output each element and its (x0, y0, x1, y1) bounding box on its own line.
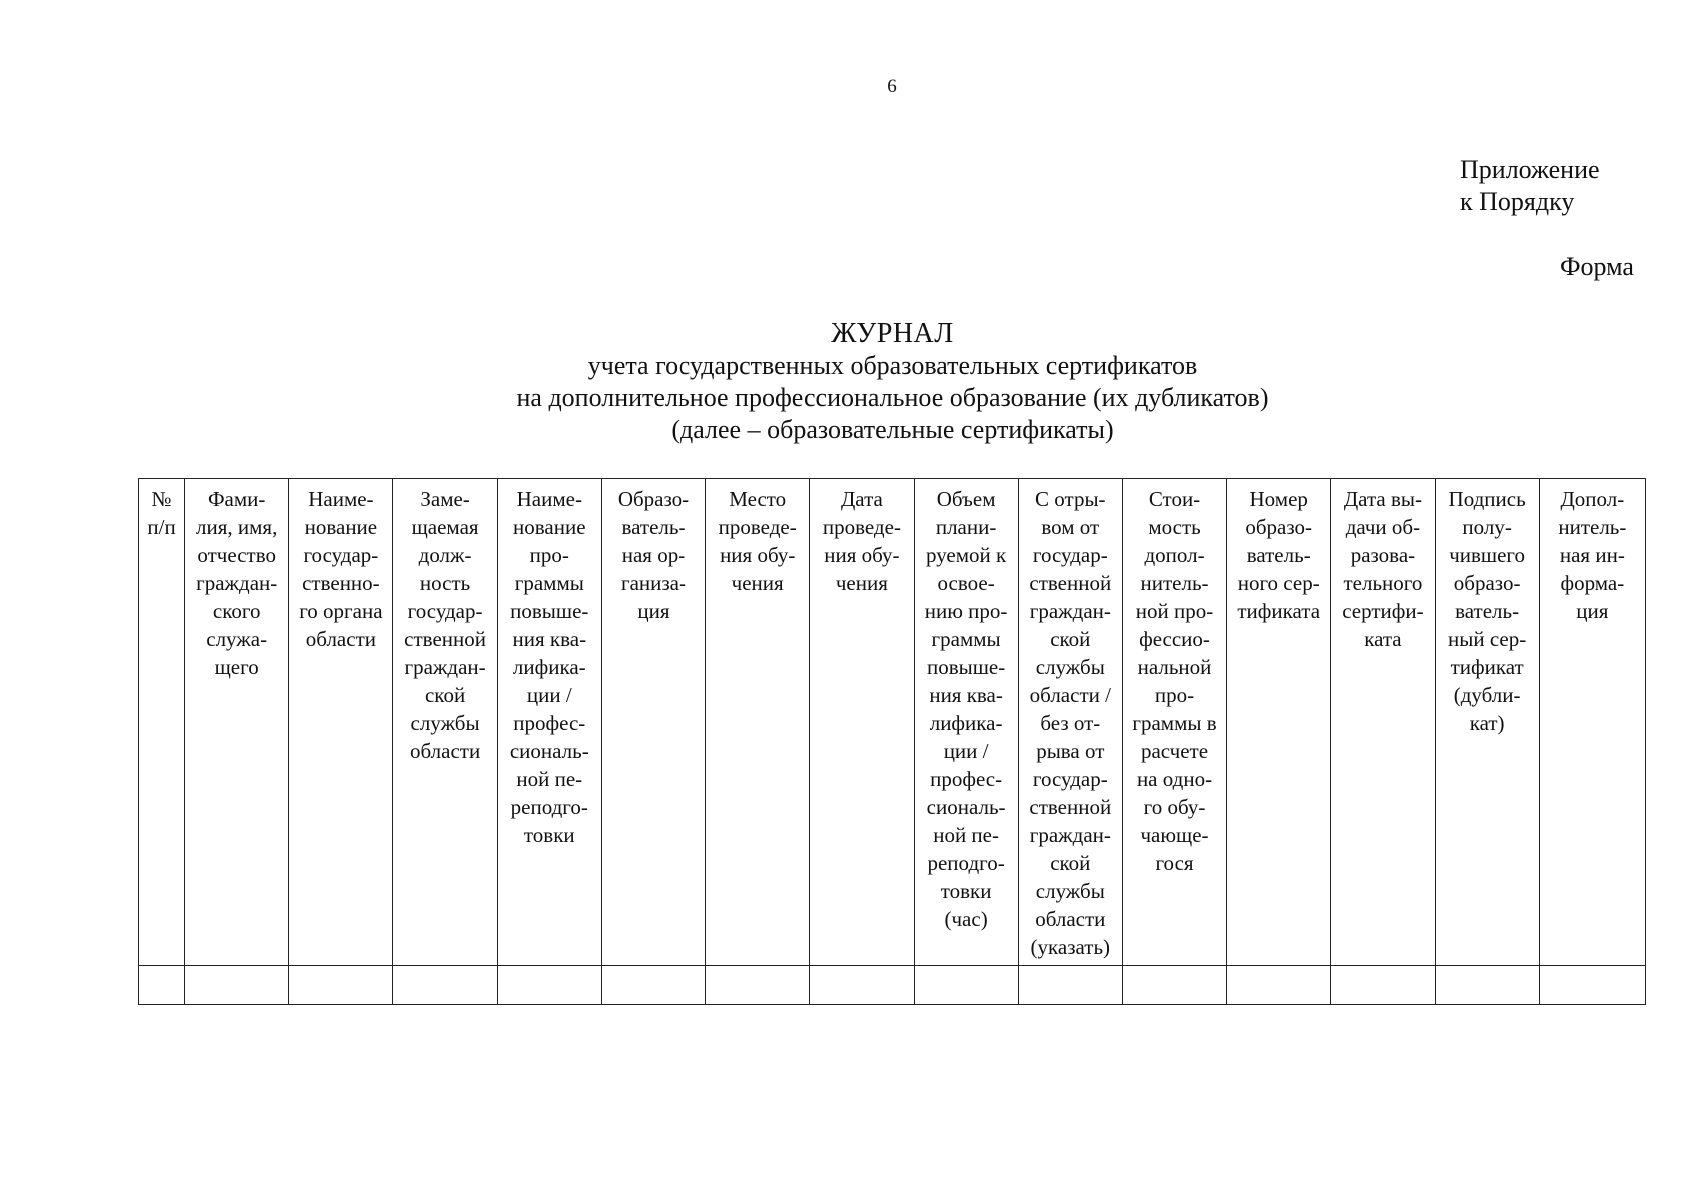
table-cell (393, 966, 497, 1005)
appendix-line-2: к Порядку (1460, 187, 1575, 216)
title-line-3: (далее – образовательные сертификаты) (671, 415, 1114, 444)
column-header-program-name: Наиме- нование про- граммы повыше- ния ква- лифика- ции / профес- сиональ- ной пе- реподго- товки (497, 479, 601, 966)
title-line-1: учета государственных образовательных сертификатов (587, 351, 1198, 380)
table-cell (1122, 966, 1226, 1005)
table-cell (914, 966, 1018, 1005)
table-cell (185, 966, 289, 1005)
table-cell (289, 966, 393, 1005)
appendix-line-1: Приложение (1460, 155, 1600, 184)
appendix-note (1460, 154, 1600, 218)
column-header-certificate-number: Номер образо- ватель- ного сер- тификата (1227, 479, 1331, 966)
table-cell (810, 966, 914, 1005)
table-cell (1227, 966, 1331, 1005)
table-cell (1018, 966, 1122, 1005)
column-header-additional-info: Допол- нитель- ная ин- форма- ция (1539, 479, 1645, 966)
title-line-2: на дополнительное профессиональное образование (их дубликатов) (516, 383, 1269, 412)
table-cell (139, 966, 185, 1005)
column-header-educational-organization: Образо- ватель- ная ор- ганиза- ция (601, 479, 705, 966)
title-heading: ЖУРНАЛ (831, 318, 954, 349)
table-cell (1331, 966, 1435, 1005)
journal-table (138, 478, 1646, 1005)
column-header-full-name: Фами- лия, имя, отчество граждан- ского служа- щего (185, 479, 289, 966)
table-cell (497, 966, 601, 1005)
column-header-study-mode: С отры- вом от государ- ственной граждан- ской службы области / без от- рыва от государ- ственной граждан- ской службы области (указать) (1018, 479, 1122, 966)
table-cell (1539, 966, 1645, 1005)
form-label: Форма (1560, 252, 1634, 281)
table-cell (1435, 966, 1539, 1005)
table-cell (706, 966, 810, 1005)
column-header-program-cost: Стои- мость допол- нитель- ной про- фессио- нальной про- граммы в расчете на одно- го обу- чающе- гося (1122, 479, 1226, 966)
table-row (139, 966, 1646, 1005)
document-title (0, 318, 1702, 446)
column-header-position: Заме- щаемая долж- ность государ- ственной граждан- ской службы области (393, 479, 497, 966)
table-cell (601, 966, 705, 1005)
page-number: 6 (887, 76, 897, 97)
column-header-government-body: Наиме- нование государ- ственно- го органа области (289, 479, 393, 966)
column-header-issue-date: Дата вы- дачи об- разова- тельного сертифи- ката (1331, 479, 1435, 966)
table-header-row (139, 479, 1646, 966)
column-header-training-place: Место проведе- ния обу- чения (706, 479, 810, 966)
column-header-training-date: Дата проведе- ния обу- чения (810, 479, 914, 966)
column-header-program-hours: Объем плани- руемой к освое- нию про- граммы повыше- ния ква- лифика- ции / профес- сиональ- ной пе- реподго- товки (час) (914, 479, 1018, 966)
column-header-number: № п/п (139, 479, 185, 966)
column-header-recipient-signature: Подпись полу- чившего образо- ватель- ный сер- тификат (дубли- кат) (1435, 479, 1539, 966)
